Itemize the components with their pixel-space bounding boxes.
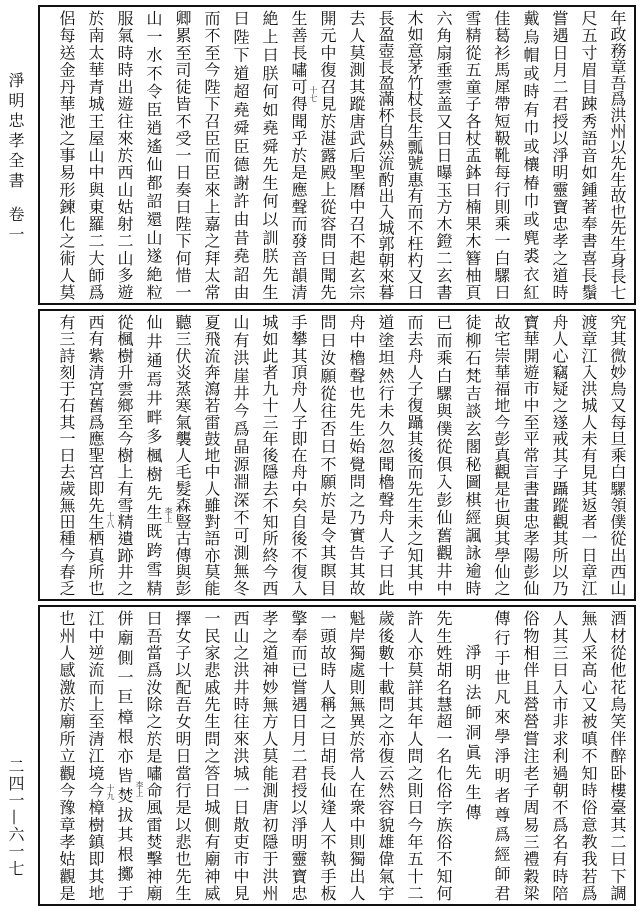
text-column: 於南太華青城王屋山中與東羅二大師爲: [86, 10, 105, 300]
text-column: 嘗遇日月二君授以淨明靈寶忠孝之道時: [550, 10, 569, 300]
text-column: 無人采高心又被嗔不知時俗意教我若爲: [579, 610, 598, 901]
margin-page-number: 二四一—六一七: [6, 758, 25, 877]
folio-mark: 十七: [309, 86, 318, 102]
text-column: 擇女子以配吾女明日當行是以悲也先生: [173, 610, 192, 901]
text-column: 徒柳石梵吉談玄閣秘圖棋經諷詠逾時: [463, 314, 482, 596]
text-column: 絶上曰朕何如堯舜先生何以訓朕先生: [260, 10, 279, 300]
text-column: 戴烏帽或時有巾或欀椿巾或麂裘衣紅: [521, 10, 540, 300]
text-column: 有三詩刻于石其一曰去歲無田種今春乏: [57, 314, 76, 596]
column-group: [52, 610, 632, 901]
text-column: 曰吾當爲汝除之於是嘯命風雷焚擊神廟: [144, 610, 163, 901]
text-column: 擎奉而已嘗遇日月二君授以淨明靈寶忠: [289, 610, 308, 901]
text-column: 卿累至司徒皆不受一日奏曰陛下何惜一: [173, 10, 192, 300]
text-column: 去人莫測其蹤唐武后聖曆中召不起玄宗: [347, 10, 366, 300]
text-column: 併廟側一巨樟根亦皆焚拔其根擲于: [115, 610, 134, 901]
column-group: [52, 10, 632, 300]
text-column: 先生姓胡名慧超一名化俗字族俗不知何: [434, 610, 453, 901]
text-column: 故宅崇華福地今彭真觀是也與其學仙之: [492, 314, 511, 596]
text-column: 寶華開遊市中至平常言書畫忠孝陽彭仙: [521, 314, 540, 596]
text-column: 舟人心竊疑之遂戒其子躡蹤觀其所以乃: [550, 314, 569, 596]
text-column: 俗物相伴且營營嘗注老子周易三禮穀梁: [521, 610, 540, 901]
folio-mark: 十八: [106, 512, 115, 528]
text-column: 雪精從五童子各杖盂鉢曰楠果木簪柚頁: [463, 10, 482, 300]
text-column: 開元中復召見於湛露殿上從容問曰聞先: [318, 10, 337, 300]
text-column: 服氣時時出遊往來於西山姑射二山多遊: [115, 10, 134, 300]
text-column: 生善長嘯可得聞乎於是應聲而發音韻清: [289, 10, 308, 300]
text-column: 長盈壺長盈滿杯自然流酌出入城郭朝來暮: [376, 10, 395, 300]
text-column: 西山之洪井時往來洪城一日散吏市中見: [231, 610, 250, 901]
text-column: 尺五寸眉目踈秀語音如鍾著奉書喜長鬚: [579, 10, 598, 300]
text-register-top: [38, 5, 636, 305]
text-column: 城如此者九十三年後隱去不知所終今西: [260, 314, 279, 596]
text-column: 道塗坦然行未久忽聞櫓聲舟人子曰此: [376, 314, 395, 596]
text-column: 酒材從他花鳥笑伴醉卧樓臺其二曰下調: [608, 610, 627, 901]
text-column: 從楓樹升雲鄉至今樹上有雪精遺跡井之: [115, 314, 134, 596]
text-register-bottom: [38, 605, 636, 906]
text-column: 渡章江入洪城人未有見其返者一日章江: [579, 314, 598, 596]
text-column: 木如意茅竹杖長生瓢號惠有而不枉杓又曰: [405, 10, 424, 300]
margin-book-title: 淨明忠孝全書: [6, 72, 25, 192]
text-column: 手攀其頂舟人子即在舟中矣自後不復入: [289, 314, 308, 596]
text-column: 侶每送金丹華池之事易形鍊化之術人莫: [57, 10, 76, 300]
text-column: 問曰汝願從往否曰不願於是令其瞑目: [318, 314, 337, 596]
text-column: 傳行于世凡來學淨明者尊爲經師君: [492, 610, 511, 901]
folio-mark: 十九: [106, 784, 115, 800]
text-column: 而去舟人子復躡其後而先生未之知其中: [405, 314, 424, 596]
section-heading: 淨明法師洞眞先生傳: [463, 644, 482, 824]
text-column: 孝之道神妙無方人莫能測唐初隱于洪州: [260, 610, 279, 901]
text-column: 一頭故時人稱之曰胡長仙逢人不執手板: [318, 610, 337, 901]
folio-mark: 李上: [135, 781, 144, 797]
text-column: 許人亦莫詳其年人問之則曰今年五十二: [405, 610, 424, 901]
text-column: 已而乘白騾與僕從俱入彭仙舊觀井中: [434, 314, 453, 596]
text-column: 一民家悲戚先生問之答曰城側有廟神威: [202, 610, 221, 901]
text-column: 而不至今陛下召臣而臣來上嘉之拜太常: [202, 10, 221, 300]
text-column: 也州人感激於廟所立觀今豫章孝姑觀是: [57, 610, 76, 901]
text-column: 山有洪崖井今爲晶源淵深不可測無冬: [231, 314, 250, 596]
text-column: 年政務章吾爲洪州以先生故也先生身長七: [608, 10, 627, 300]
text-column: 夏飛流奔瀉若雷鼓地中人雖對語亦莫能: [202, 314, 221, 596]
text-column: 六角扇垂雲盖又曰日曝玉方木鐙二玄書: [434, 10, 453, 300]
text-column: 江中逆流而上至清江境今樟樹鎮即其地: [86, 610, 105, 901]
text-column: 佳葛衫馬犀帶短靸靴每行則乘一白騾曰: [492, 10, 511, 300]
text-column: 山一水不令臣逍遙仙都詔還山遂絶粒: [144, 10, 163, 300]
margin-volume-label: 卷一: [6, 206, 25, 246]
text-column: 舟中櫓聲也先生始覺問之乃實告其故: [347, 314, 366, 596]
text-column: 西有紫清宮舊爲應聖宮即先生栖真所也: [86, 314, 105, 596]
text-column: 人其三曰入市非求利過朝不爲名有時陪: [550, 610, 569, 901]
text-column: 歲後數十載問之亦復云然容貌雄偉氣宇: [376, 610, 395, 901]
text-column: 究其微妙鳥又每旦乘白騾領僕從出西山: [608, 314, 627, 596]
text-column: 仙井通焉井畔多楓樹先生既跨雪精: [144, 314, 163, 596]
text-register-middle: [38, 309, 636, 601]
folio-mark: 李上: [164, 507, 173, 523]
column-group: [52, 314, 632, 596]
text-column: 聽三伏炎蒸寒氣襲人毛髮森豎古傳與彭: [173, 314, 192, 596]
text-column: 魁岸獨處則無異於常人在衆中則獨出人: [347, 610, 366, 901]
text-column: 曰陛下道超堯舜臣德謝許由昔堯詔由: [231, 10, 250, 300]
